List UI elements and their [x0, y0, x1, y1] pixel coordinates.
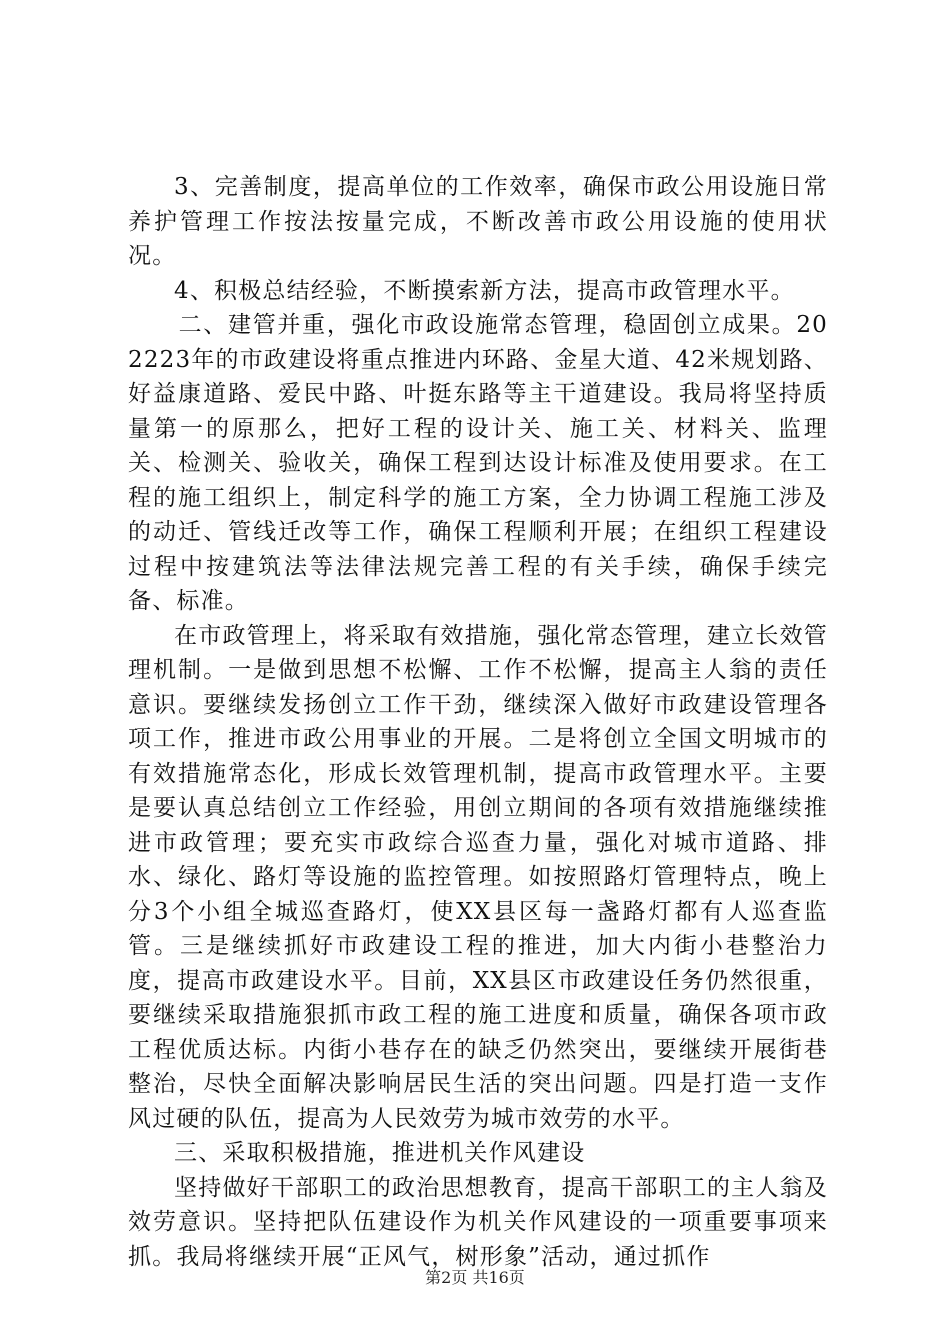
paragraph-item-4: 4、积极总结经验，不断摸索新方法，提高市政管理水平。: [174, 277, 795, 304]
cadre-education-paragraph: 坚持做好干部职工的政治思想教育，提高干部职工的主人翁及效劳意识。坚持把队伍建设作为机关作风建设的一项重要事项来抓。我局将继续开展“正风气，树形象”活动，通过抓作: [128, 1174, 828, 1270]
paragraph-item-3: 3、完善制度，提高单位的工作效率，确保市政公用设施日常养护管理工作按法按量完成，不断改善市政公用设施的使用状况。: [128, 174, 828, 269]
document-body: [128, 170, 828, 1274]
page-number-footer: 第2页 共16页: [425, 1268, 525, 1287]
municipal-management-paragraph: 在市政管理上，将采取有效措施，强化常态管理，建立长效管理机制。一是做到思想不松懈、工作不松懈，提高主人翁的责任意识。要继续发扬创立工作干劲，继续深入做好市政建设管理各项工作，推进市政公用事业的开展。二是将创立全国文明城市的有效措施常态化，形成长效管理机制，提高市政管理水平。主要是要认真总结创立工作经验，用创立期间的各项有效措施继续推进市政管理；要充实市政综合巡查力量，强化对城市道路、排水、绿化、路灯等设施的监控管理。如按照路灯管理特点，晚上分3个小组全城巡查路灯，使XX县区每一盏路灯都有人巡查监管。三是继续抓好市政建设工程的推进，加大内街小巷整治力度，提高市政建设水平。目前，XX县区市政建设任务仍然很重，要继续采取措施狠抓市政工程的施工进度和质量，确保各项市政工程优质达标。内街小巷存在的缺乏仍然突出，要继续开展街巷整治，尽快全面解决影响居民生活的突出问题。四是打造一支作风过硬的队伍，提高为人民效劳为城市效劳的水平。: [128, 622, 828, 1132]
section-three-heading: 三、采取积极措施，推进机关作风建设: [174, 1140, 586, 1166]
section-two-paragraph: 二、建管并重，强化市政设施常态管理，稳固创立成果。202223年的市政建设将重点推进内环路、金星大道、42米规划路、好益康道路、爱民中路、叶挺东路等主干道建设。我局将坚持质量第一的原那么，把好工程的设计关、施工关、材料关、监理关、检测关、验收关，确保工程到达设计标准及使用要求。在工程的施工组织上，制定科学的施工方案，全力协调工程施工涉及的动迁、管线迁改等工作，确保工程顺利开展；在组织工程建设过程中按建筑法等法律法规完善工程的有关手续，确保手续完备、标准。: [128, 312, 828, 614]
